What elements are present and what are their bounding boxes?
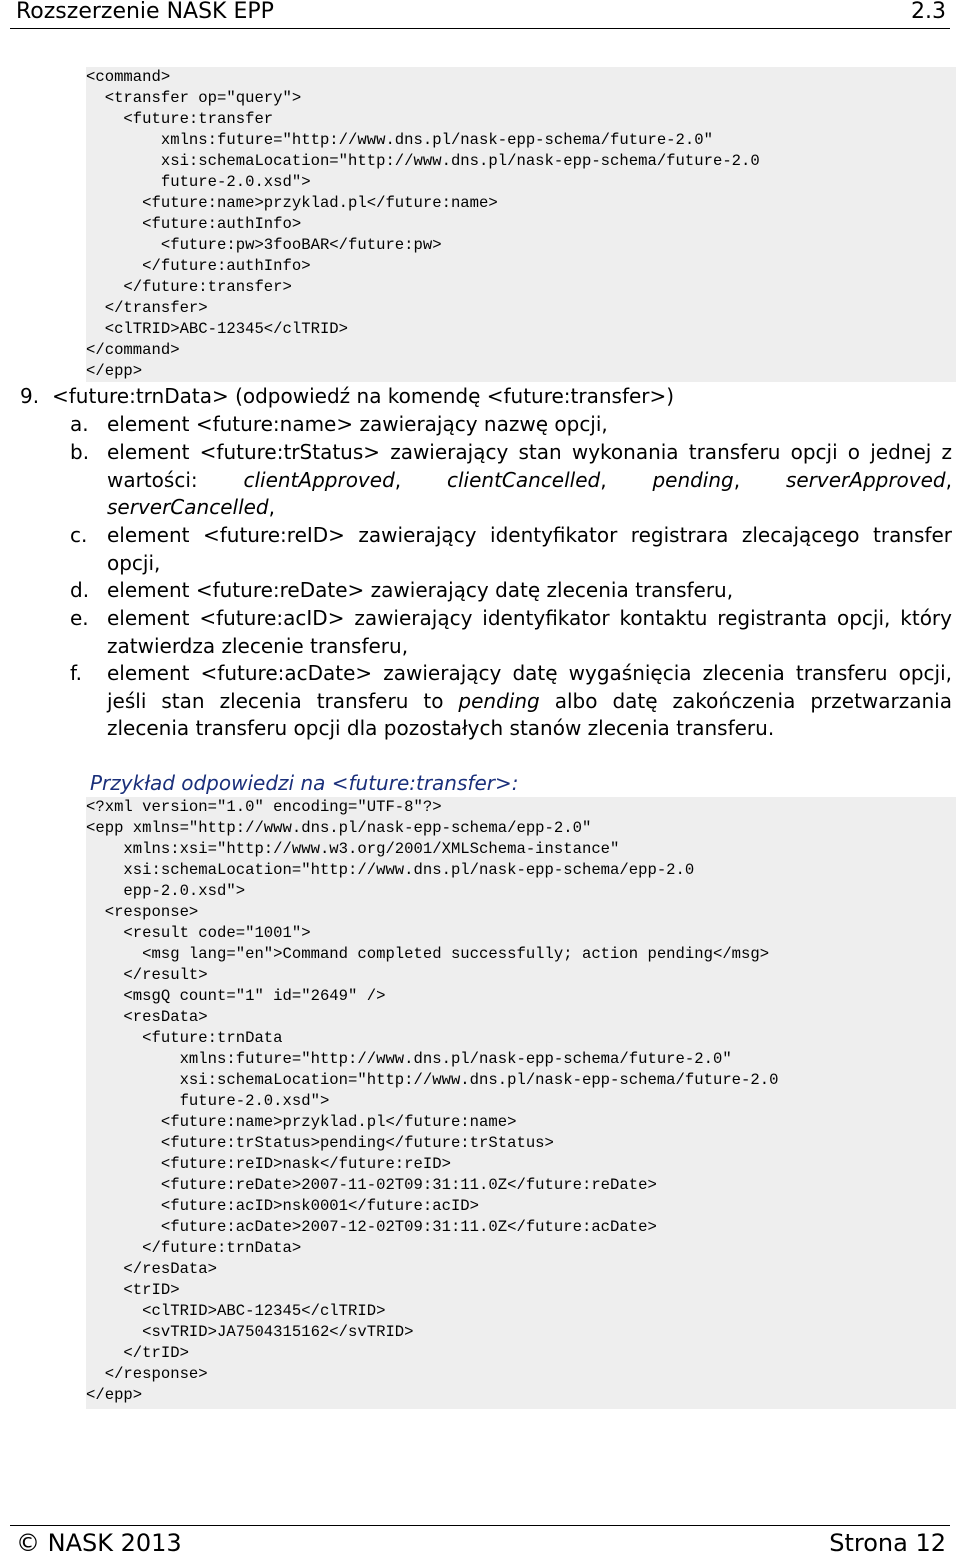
code-line: <future:authInfo> [86,215,302,233]
code-line: <clTRID>ABC-12345</clTRID> [86,320,349,338]
code-line: future-2.0.xsd"> [86,1092,330,1110]
status-value: clientCancelled [446,467,601,492]
code-line: epp-2.0.xsd"> [86,882,246,900]
code-line: <future:transfer [86,110,274,128]
code-line: <future:trnData [86,1029,283,1047]
code-line: </transfer> [86,299,208,317]
document-version: 2.3 [911,0,946,24]
code-line: </future:trnData> [86,1239,302,1257]
code-line: xsi:schemaLocation="http://www.dns.pl/nask-epp-schema/epp-2.0 [86,861,695,879]
code-line: <resData> [86,1008,208,1026]
footer-page-number: Strona 12 [829,1529,946,1557]
code-line: <?xml version="1.0" encoding="UTF-8"?> [86,798,442,816]
code-line: </resData> [86,1260,218,1278]
sub-item-text: element <future:name> zawierający nazwę opcji, [107,412,608,436]
code-line: <future:trStatus>pending</future:trStatus> [86,1134,554,1152]
code-line: <clTRID>ABC-12345</clTRID> [86,1302,386,1320]
code-line: <future:reID>nask</future:reID> [86,1155,451,1173]
code-line: xmlns:future="http://www.dns.pl/nask-epp-schema/future-2.0" [86,131,713,149]
sub-item-label: b. [70,440,90,464]
code-line: <future:acID>nsk0001</future:acID> [86,1197,480,1215]
document-title: Rozszerzenie NASK EPP [16,0,274,24]
code-line: <msg lang="en">Command completed successfully; action pending</msg> [86,945,770,963]
code-line: </epp> [86,1386,143,1404]
sub-item-label: f. [70,661,82,685]
code-line: </result> [86,966,208,984]
sub-item-text: element <future:acID> zawierający identyfikator kontaktu registranta opcji, który zatwierdza zlecenie transferu, [107,606,952,658]
code-block-request [86,67,956,382]
code-line: </epp> [86,362,143,380]
status-value: pending [652,467,734,492]
footer-copyright: © NASK 2013 [16,1529,182,1557]
code-line: </command> [86,341,180,359]
status-value: pending [458,688,540,713]
sub-item-text: element <future:acDate> zawierający datę wygaśnięcia zlecenia transferu opcji, jeśli stan zlecenia transferu to pending albo datę zakończenia przetwarzania zlecenia transferu opcji dla pozostałych stanów zlecenia transferu. [107,661,952,741]
code-line: </future:authInfo> [86,257,311,275]
code-line: <epp xmlns="http://www.dns.pl/nask-epp-schema/epp-2.0" [86,819,592,837]
sub-item-label: c. [70,523,88,547]
list-item-heading: <future:trnData> (odpowiedź na komendę <future:transfer>) [52,384,675,408]
code-line: future-2.0.xsd"> [86,173,311,191]
list-item-number: 9. [20,384,40,408]
code-line: <future:name>przyklad.pl</future:name> [86,1113,517,1131]
code-line: </response> [86,1365,208,1383]
example-heading: Przykład odpowiedzi na <future:transfer>: [90,771,519,795]
code-line: xmlns:future="http://www.dns.pl/nask-epp-schema/future-2.0" [86,1050,732,1068]
code-line: </trID> [86,1344,189,1362]
code-line: </future:transfer> [86,278,292,296]
code-line: <future:acDate>2007-12-02T09:31:11.0Z</future:acDate> [86,1218,657,1236]
sub-item-label: a. [70,412,89,436]
code-line: <transfer op="query"> [86,89,302,107]
code-line: <response> [86,903,199,921]
sub-item-label: d. [70,578,90,602]
page-header [10,0,950,29]
code-line: <trID> [86,1281,180,1299]
code-line: <future:pw>3fooBAR</future:pw> [86,236,442,254]
status-value: clientApproved [243,467,395,492]
code-line: xsi:schemaLocation="http://www.dns.pl/nask-epp-schema/future-2.0 [86,1071,779,1089]
code-line: <future:reDate>2007-11-02T09:31:11.0Z</future:reDate> [86,1176,657,1194]
code-line: <future:name>przyklad.pl</future:name> [86,194,498,212]
status-value: serverApproved [785,467,946,492]
code-block-response [86,797,956,1409]
sub-item-text: element <future:trStatus> zawierający stan wykonania transferu opcji o jednej z wartości: clientApproved, clientCancelled, pending, serverApproved, serverCancelled, [107,440,952,520]
sub-item-text: element <future:reDate> zawierający datę zlecenia transferu, [107,578,734,602]
code-line: xsi:schemaLocation="http://www.dns.pl/nask-epp-schema/future-2.0 [86,152,760,170]
status-value: serverCancelled [107,495,269,520]
sub-item-text: element <future:reID> zawierający identyfikator registrara zlecającego transfer opcji, [107,523,952,575]
code-line: xmlns:xsi="http://www.w3.org/2001/XMLSchema-instance" [86,840,620,858]
page-footer [10,1525,950,1556]
sub-item-label: e. [70,606,89,630]
code-line: <msgQ count="1" id="2649" /> [86,987,386,1005]
code-line: <svTRID>JA7504315162</svTRID> [86,1323,414,1341]
code-line: <result code="1001"> [86,924,311,942]
code-line: <command> [86,68,171,86]
